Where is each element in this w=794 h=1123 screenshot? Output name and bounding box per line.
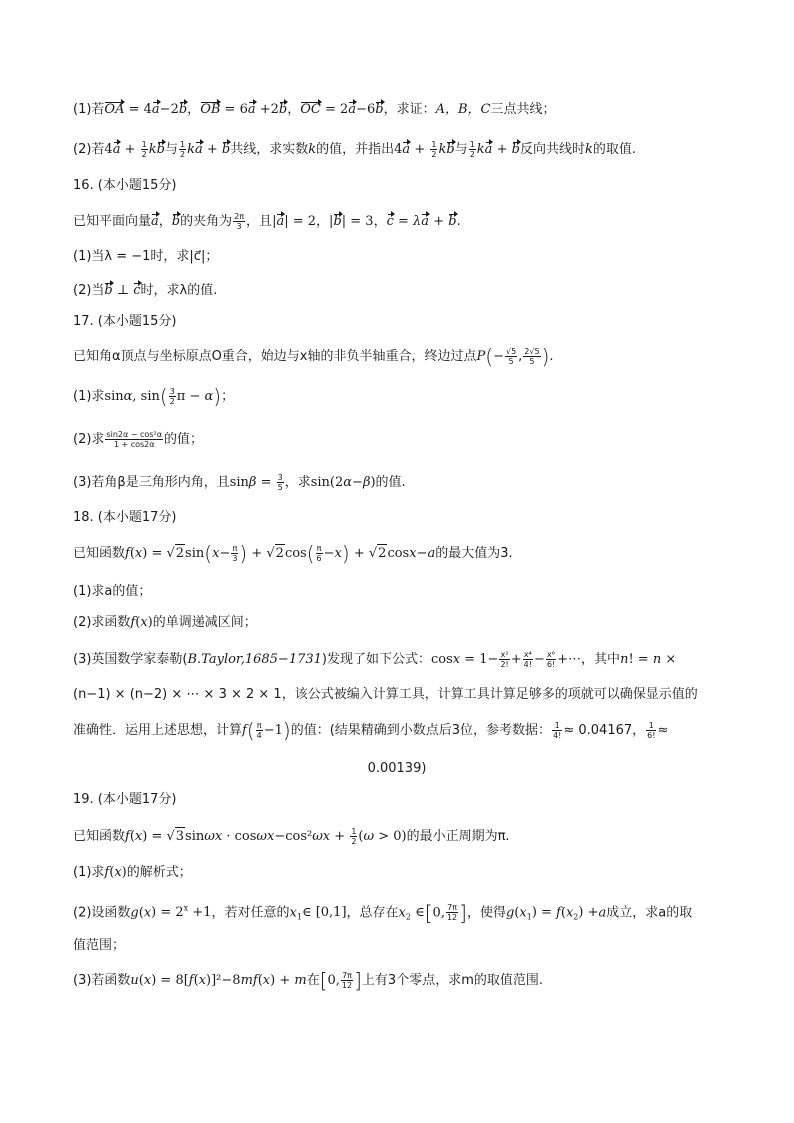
q17-intro: 已知角α顶点与坐标原点O重合，始边与x轴的非负半轴重合，终边过点P(− $\frac{√5}{5}$ , $\frac{2√5}{5}$ ). — [73, 344, 554, 369]
q15-part1: (1)若OA = 4a−2b，OB = 6a +2b，OC = 2a−6b，求证：A，B，C三点共线； — [73, 102, 556, 117]
q18-part3-line3: 准确性．运用上述思想，计算f( $\frac{\pi}{4}$ −1)的值：(结果精确到小数点后3位，参考数据： $\frac{1}{4!}$ ≈ 0.04167， $\frac{1}{6!}$ ≈ — [73, 718, 669, 743]
q18-part1: (1)求a的值； — [73, 584, 152, 599]
q19-part1: (1)求f(x)的解析式； — [73, 865, 192, 880]
q17-part3: (3)若角β是三角形内角，且sinβ = $\frac{3}{5}$ ，求sin(2α−β)的值. — [73, 473, 406, 492]
q17-header: 17. (本小题15分) — [73, 314, 177, 329]
q16-part2: (2)当b ⊥ c时，求λ的值. — [73, 283, 218, 298]
q18-header: 18. (本小题17分) — [73, 510, 177, 525]
q19-intro: 已知函数f(x) = √3sinωx · cosωx−cos²ωx + $\frac{1}{2}$ (ω > 0)的最小正周期为π. — [73, 827, 510, 846]
q17-part1: (1)求sinα, sin( $\frac{3}{2}$ π − α)； — [73, 384, 235, 409]
q18-part3-line4: 0.00139) — [367, 761, 427, 776]
q19-header: 19. (本小题17分) — [73, 792, 177, 807]
q15-part2: (2)若4a + $\frac{1}{2}$ kb与 $\frac{1}{2}$ ka + b共线，求实数k的值，并指出4a + $\frac{1}{2}$ kb与 $\frac{1}{2}$ ka + b反向共线时k的取值. — [73, 140, 636, 159]
q17-part2: (2)求 $\frac{\text{sin2α − cos²α}}{1 + \cos 2\alpha}$ 的值； — [73, 430, 203, 449]
q19-part2-line1: (2)设函数$g(x) = 2^x +1$，若对任意的$x_1\in$ [0,1]，总存在$x_2$ ∈[0, $\frac{7\pi}{12}$ ]，使得$g(x_1) = f(x_2) +a$成立，求a的取 — [73, 900, 693, 925]
q18-intro: 已知函数f(x) = √2sin(x− $\frac{\pi}{3}$ ) + √2cos( $\frac{\pi}{6}$ −x) + √2cosx−a的最大值为3. — [73, 541, 513, 566]
q19-part3: (3)若函数u(x) = 8[f(x)]²−8mf(x) + m在[0, $\frac{7\pi}{12}$ ]上有3个零点，求m的取值范围. — [73, 968, 543, 993]
q18-part3-line2: (n−1) × (n−2) × ⋯ × 3 × 2 × 1，该公式被编入计算工具，计算工具计算足够多的项就可以确保显示值的 — [73, 687, 698, 702]
q16-part1: (1)当λ = −1时，求|c⃗|； — [73, 249, 219, 264]
q18-part2: (2)求函数f(x)的单调递减区间； — [73, 615, 257, 630]
q19-part2-line2: 值范围； — [73, 938, 126, 953]
q16-header: 16. (本小题15分) — [73, 178, 177, 193]
q18-part3-line1: (3)英国数学家泰勒(B.Taylor,1685−1731)发现了如下公式：cosx = 1− $\frac{\text{x²}}{2!}$ + $\frac{\text{x⁴}}{4!}$ − $\frac{\text{x⁶}}{6!}$ +⋯，其中n! = n × — [73, 650, 677, 669]
q16-intro: 已知平面向量a，b的夹角为 $\frac{2\pi}{3}$ ，且|a| = 2，|b| = 3，c = λa + b. — [73, 212, 461, 231]
